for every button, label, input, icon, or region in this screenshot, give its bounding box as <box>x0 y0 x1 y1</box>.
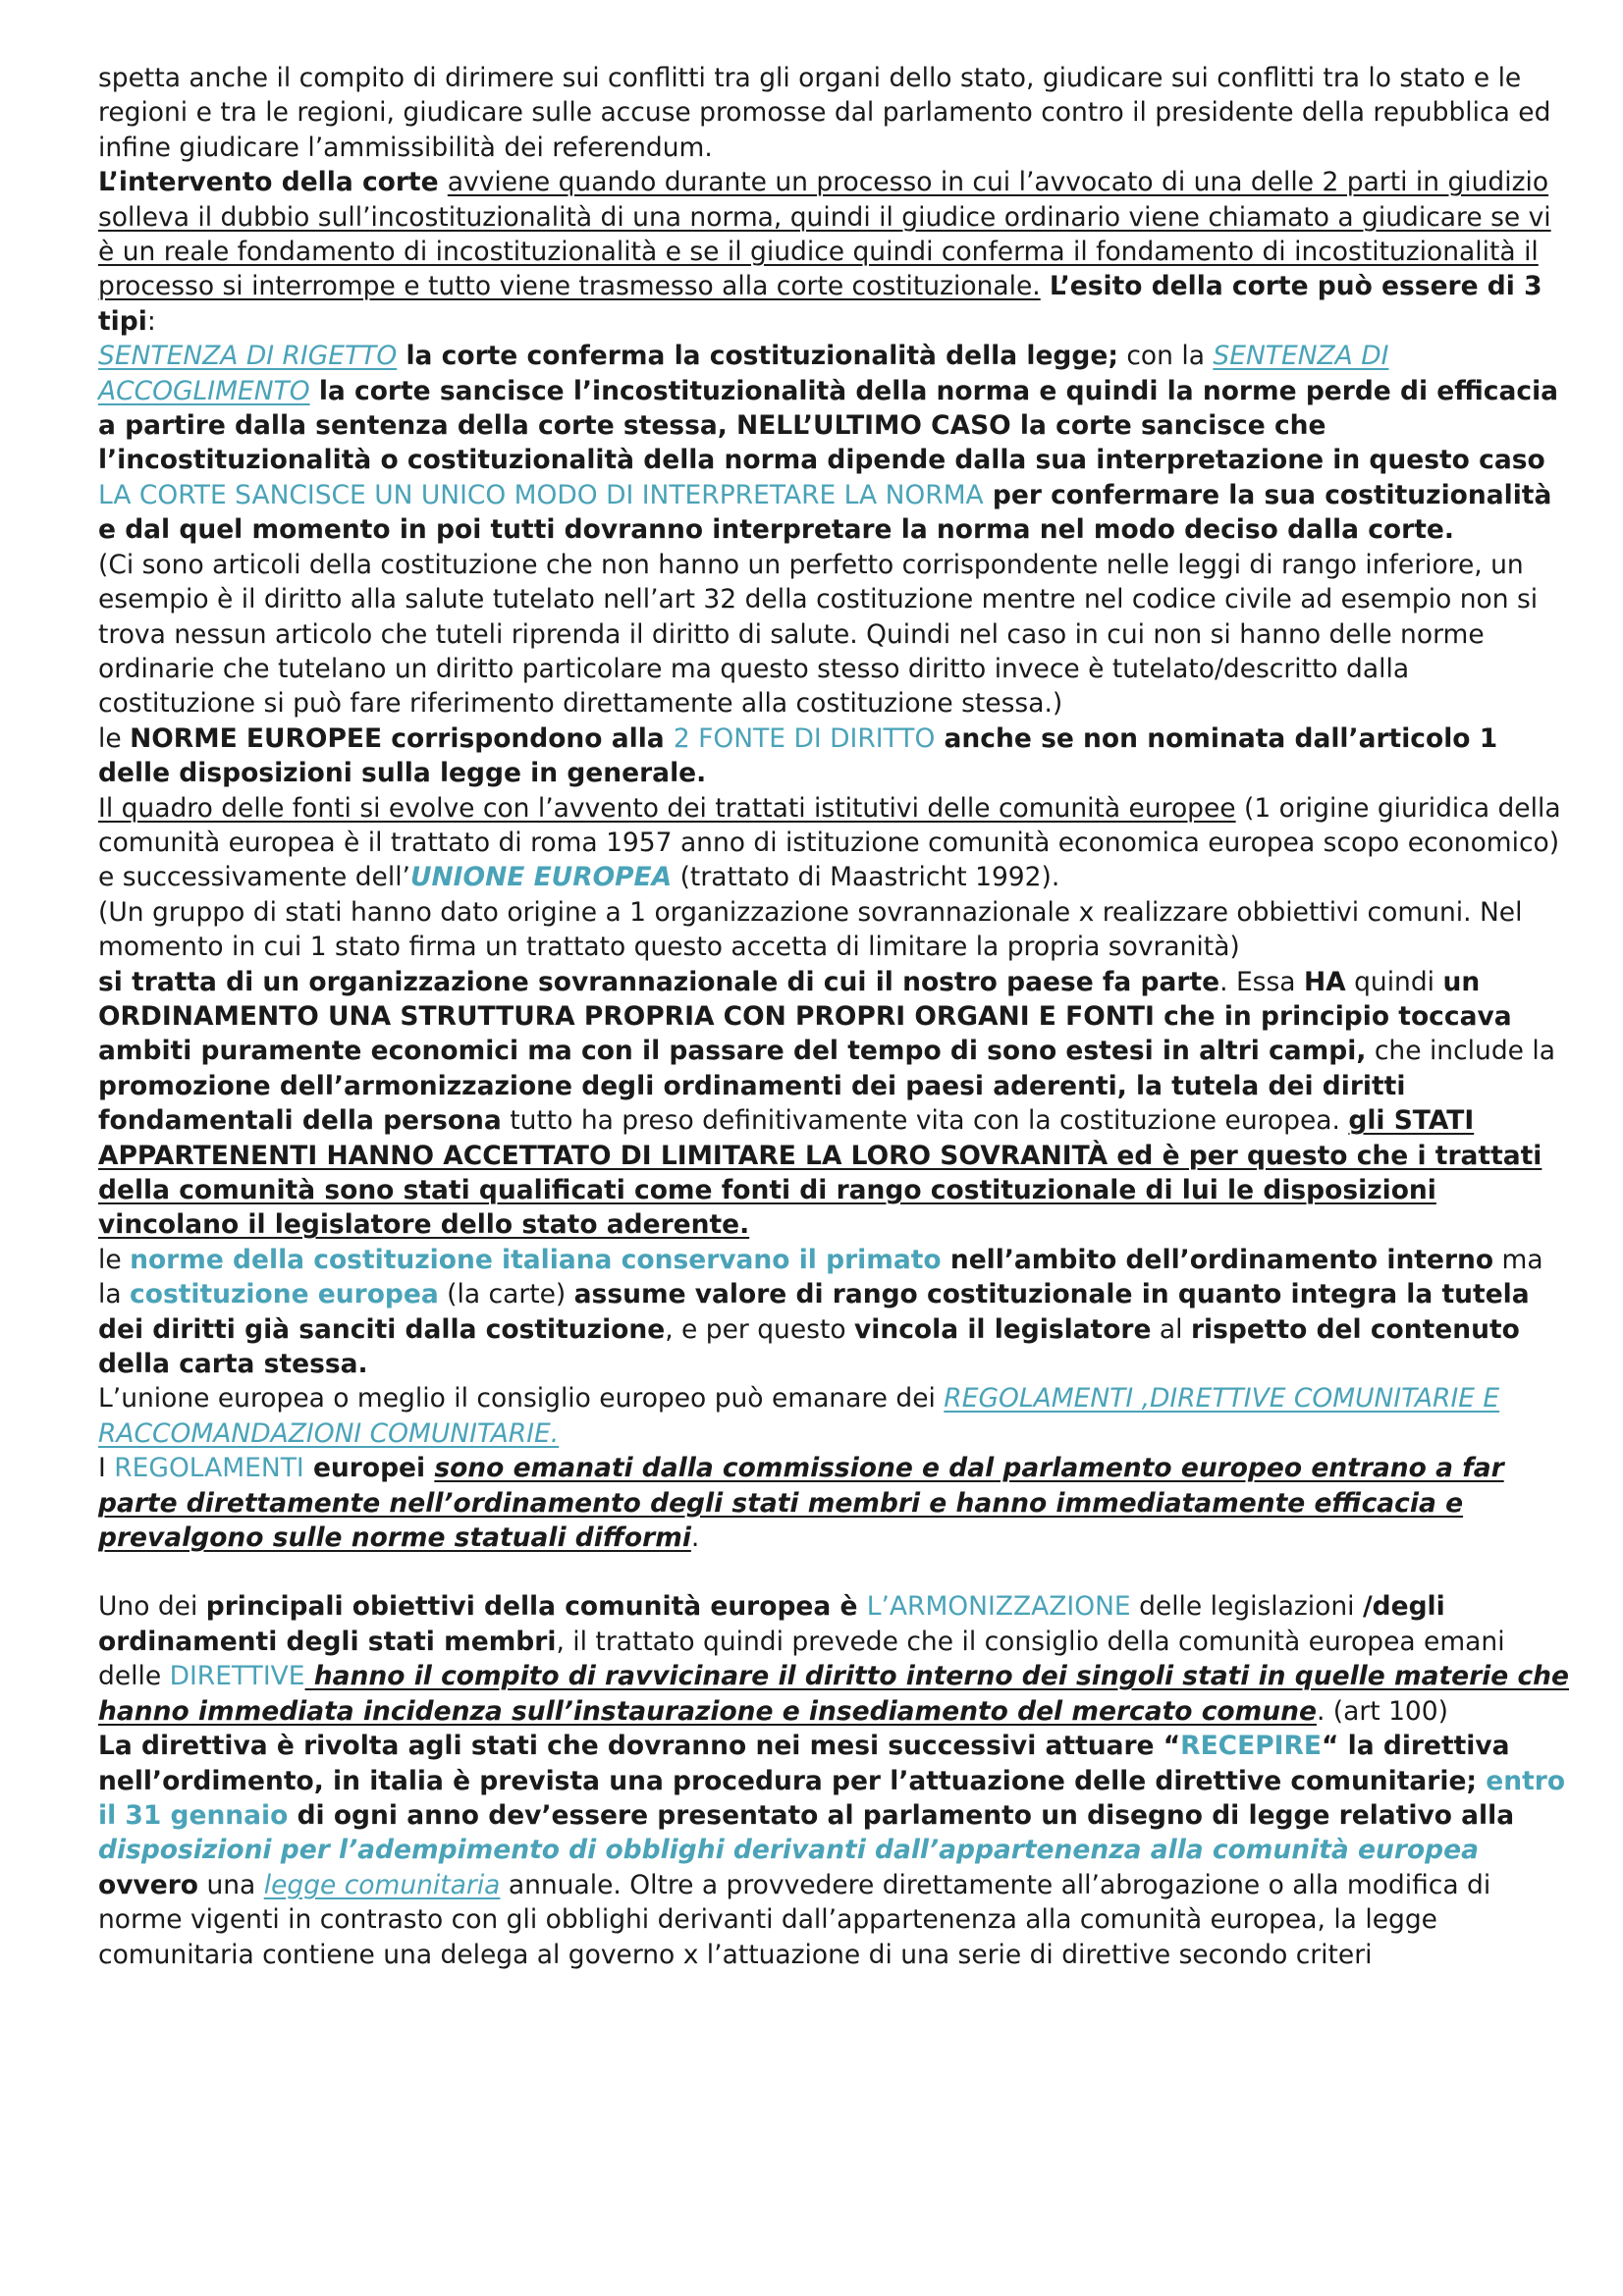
text-run: si tratta di un organizzazione sovrannazionale di cui il nostro paese fa parte <box>98 966 1220 997</box>
paragraph-direttiva <box>98 1729 1571 1972</box>
text-run: ma la <box>98 1244 1543 1310</box>
text-run: (Un gruppo di stati hanno dato origine a 1 organizzazione sovrannazionale x realizzare obbiettivi comuni. Nel momento in cui 1 stato firma un trattato questo accetta di limitare la propria sovranità) <box>98 896 1523 963</box>
text-run: la corte sancisce l’incostituzionalità della norma e quindi la norme perde di efficacia a partire dalla sentenza della corte stessa, NELL’ULTIMO CASO la corte sancisce che l’incostituzionalità o costituzionalità della norma dipende dalla sua interpretazione in questo caso <box>98 375 1559 476</box>
text-run: Il quadro delle fonti si evolve con l’avvento dei trattati istitutivi delle comunità europee <box>98 792 1236 824</box>
text-run: I <box>98 1453 115 1484</box>
text-run: un ORDINAMENTO UNA STRUTTURA PROPRIA CON PROPRI ORGANI E FONTI che in principio toccava ambiti puramente economici ma con il passare del tempo di sono estesi in altri campi, <box>98 966 1512 1067</box>
text-run: UNIONE EUROPEA <box>409 862 673 893</box>
text-run: vincola il legislatore <box>853 1313 1152 1345</box>
paragraph-articoli-costituzione <box>98 548 1571 721</box>
text-run: L’ARMONIZZAZIONE <box>866 1591 1131 1623</box>
text-run: di ogni anno dev’essere presentato al parlamento un disegno di legge relativo alla <box>288 1799 1515 1831</box>
paragraph-primato-costituzione <box>98 1243 1571 1382</box>
text-run: , e per questo <box>665 1313 854 1345</box>
text-run: avviene quando durante un processo in cui l’avvocato di una delle 2 parti in giudizio solleva il dubbio sull’incostituzionalità di una norma, quindi il giudice ordinario viene chiamato a giudicare se vi è un reale fondamento di incostituzionalità e se il giudice quindi conferma il fondamento di incostituzionalità il processo si interrompe e tutto viene trasmesso alla corte costituzionale. <box>98 167 1551 302</box>
text-run: . <box>690 1522 700 1554</box>
paragraph-armonizzazione <box>98 1589 1571 1729</box>
blank-line <box>98 1555 1571 1589</box>
text-run: . Essa <box>1219 966 1304 997</box>
text-run: con la <box>1117 341 1214 372</box>
text-run: anche se non nominata dall’articolo 1 delle disposizioni sulla legge in generale. <box>98 722 1498 789</box>
text-run: SENTENZA DI ACCOGLIMENTO <box>98 341 1389 406</box>
text-run: le <box>98 1244 131 1275</box>
text-run: (Ci sono articoli della costituzione che non hanno un perfetto corrispondente nelle leggi di rango inferiore, un esempio è il diritto alla salute tutelato nell’art 32 della costituzione mentre nel codice civile ad esempio non si trova nessun articolo che tuteli riprenda il diritto di salute. Quindi nel caso in cui non si hanno delle norme ordinarie che tutelano un diritto particolare ma questo stesso diritto invece è tutelato/descritto dalla costituzione si può fare riferimento direttamente alla costituzione stessa.) <box>98 549 1539 720</box>
text-run: REGOLAMENTI ,DIRETTIVE COMUNITARIE E RACCOMANDAZIONI COMUNITARIE. <box>98 1383 1500 1449</box>
paragraph-organizzazione-sovrannazionale <box>98 965 1571 1243</box>
text-run: nell’ambito dell’ordinamento interno <box>941 1244 1494 1275</box>
text-run: annuale. Oltre a provvedere direttamente all’abrogazione o alla modifica di norme vigenti in contrasto con gli obblighi derivanti dall’appartenenza alla comunità europea, la legge comunitaria contiene una delega al governo x l’attuazione di una serie di direttive secondo criteri <box>98 1869 1491 1970</box>
text-run: SENTENZA DI RIGETTO <box>98 341 398 372</box>
text-run: La direttiva è rivolta agli stati che dovranno nei mesi successivi attuare “ <box>98 1731 1181 1762</box>
paragraph-sentenze <box>98 339 1571 547</box>
text-run: /degli ordinamenti degli stati membri <box>98 1591 1445 1657</box>
text-run: REGOLAMENTI <box>114 1453 304 1484</box>
text-run: HA <box>1303 966 1346 997</box>
text-run: costituzione europea <box>130 1279 439 1310</box>
text-run: gli STATI APPARTENENTI HANNO ACCETTATO DI LIMITARE LA LORO SOVRANITÀ ed è per questo che i trattati della comunità sono stati qualificati come fonti di rango costituzionale di lui le disposizioni vincolano il legislatore dello stato aderente. <box>98 1105 1542 1241</box>
text-run: NORME EUROPEE corrispondono alla <box>130 722 674 754</box>
text-run: DIRETTIVE <box>169 1661 305 1692</box>
text-run: “ la direttiva nell’ordimento, in italia è prevista una procedura per l’attuazione delle direttive comunitarie; <box>98 1731 1510 1796</box>
text-run: disposizioni per l’adempimento di obblighi derivanti dall’appartenenza alla comunità europea <box>98 1835 1479 1866</box>
text-run: . (art 100) <box>1316 1695 1448 1727</box>
paragraph-atti-unione <box>98 1381 1571 1451</box>
text-run: principali obiettivi della comunità europea è <box>205 1591 867 1623</box>
text-run: hanno il compito di ravvicinare il diritto interno dei singoli stati in quelle materie che hanno immediata incidenza sull’instaurazione e insediamento del mercato comune <box>98 1661 1569 1727</box>
text-run: Uno dei <box>98 1591 206 1623</box>
text-run: RECEPIRE <box>1180 1731 1323 1762</box>
text-run: le <box>98 722 131 754</box>
text-run: tutto ha preso definitivamente vita con la costituzione europea. <box>501 1105 1349 1137</box>
text-run: al <box>1151 1313 1191 1345</box>
paragraph-regolamenti <box>98 1451 1571 1555</box>
text-run: LA CORTE SANCISCE UN UNICO MODO DI INTERPRETARE LA NORMA <box>98 479 984 510</box>
text-run: 2 FONTE DI DIRITTO <box>673 722 936 754</box>
text-run: la corte conferma la costituzionalità della legge; <box>397 341 1118 372</box>
text-run: (1 origine giuridica della comunità europea è il trattato di roma 1957 anno di istituzione comunità economica europea scopo economico) e successivamente dell’ <box>98 792 1561 893</box>
text-run: (trattato di Maastricht 1992). <box>672 862 1060 893</box>
text-run: ovvero <box>98 1869 199 1900</box>
text-run: entro il 31 gennaio <box>98 1765 1566 1831</box>
text-run: che include la <box>1366 1036 1555 1067</box>
text-run: legge comunitaria <box>263 1869 501 1900</box>
text-run: norme della costituzione italiana conservano il primato <box>130 1244 942 1275</box>
text-run: : <box>146 305 156 337</box>
paragraph-norme-europee <box>98 721 1571 791</box>
text-run: spetta anche il compito di dirimere sui conflitti tra gli organi dello stato, giudicare sui conflitti tra lo stato e le regioni e tra le regioni, giudicare sulle accuse promosse dal parlamento contro il presidente della repubblica ed infine giudicare l’ammissibilità dei referendum. <box>98 63 1551 163</box>
document-body <box>98 61 1571 1972</box>
paragraph-intervento-corte <box>98 165 1571 339</box>
text-run: sono emanati dalla commissione e dal parlamento europeo entrano a far parte direttamente nell’ordinamento degli stati membri e hanno immediatamente efficacia e prevalgono sulle norme statuali difformi <box>98 1453 1504 1554</box>
text-run: promozione dell’armonizzazione degli ordinamenti dei paesi aderenti, la tutela dei diritti fondamentali della persona <box>98 1070 1406 1137</box>
text-run: quindi <box>1345 966 1443 997</box>
text-run: (la carte) <box>438 1279 574 1310</box>
text-run: rispetto del contenuto della carta stessa. <box>98 1313 1520 1380</box>
text-run: , il trattato quindi prevede che il consiglio della comunità europea emani delle <box>98 1626 1505 1692</box>
text-run: assume valore di rango costituzionale in quanto integra la tutela dei diritti già sanciti dalla costituzione <box>98 1279 1530 1345</box>
text-run: L’intervento della corte <box>98 167 448 198</box>
paragraph-conflitti <box>98 61 1571 165</box>
text-run: per confermare la sua costituzionalità e dal quel momento in poi tutti dovranno interpretare la norma nel modo deciso dalla corte. <box>98 479 1552 546</box>
paragraph-gruppo-stati <box>98 895 1571 965</box>
text-run: una <box>198 1869 264 1900</box>
text-run: L’esito della corte può essere di 3 tipi <box>98 271 1542 337</box>
text-run: delle legislazioni <box>1130 1591 1363 1623</box>
paragraph-quadro-fonti <box>98 791 1571 895</box>
text-run: europei <box>303 1453 435 1484</box>
text-run: L’unione europea o meglio il consiglio europeo può emanare dei <box>98 1383 945 1415</box>
